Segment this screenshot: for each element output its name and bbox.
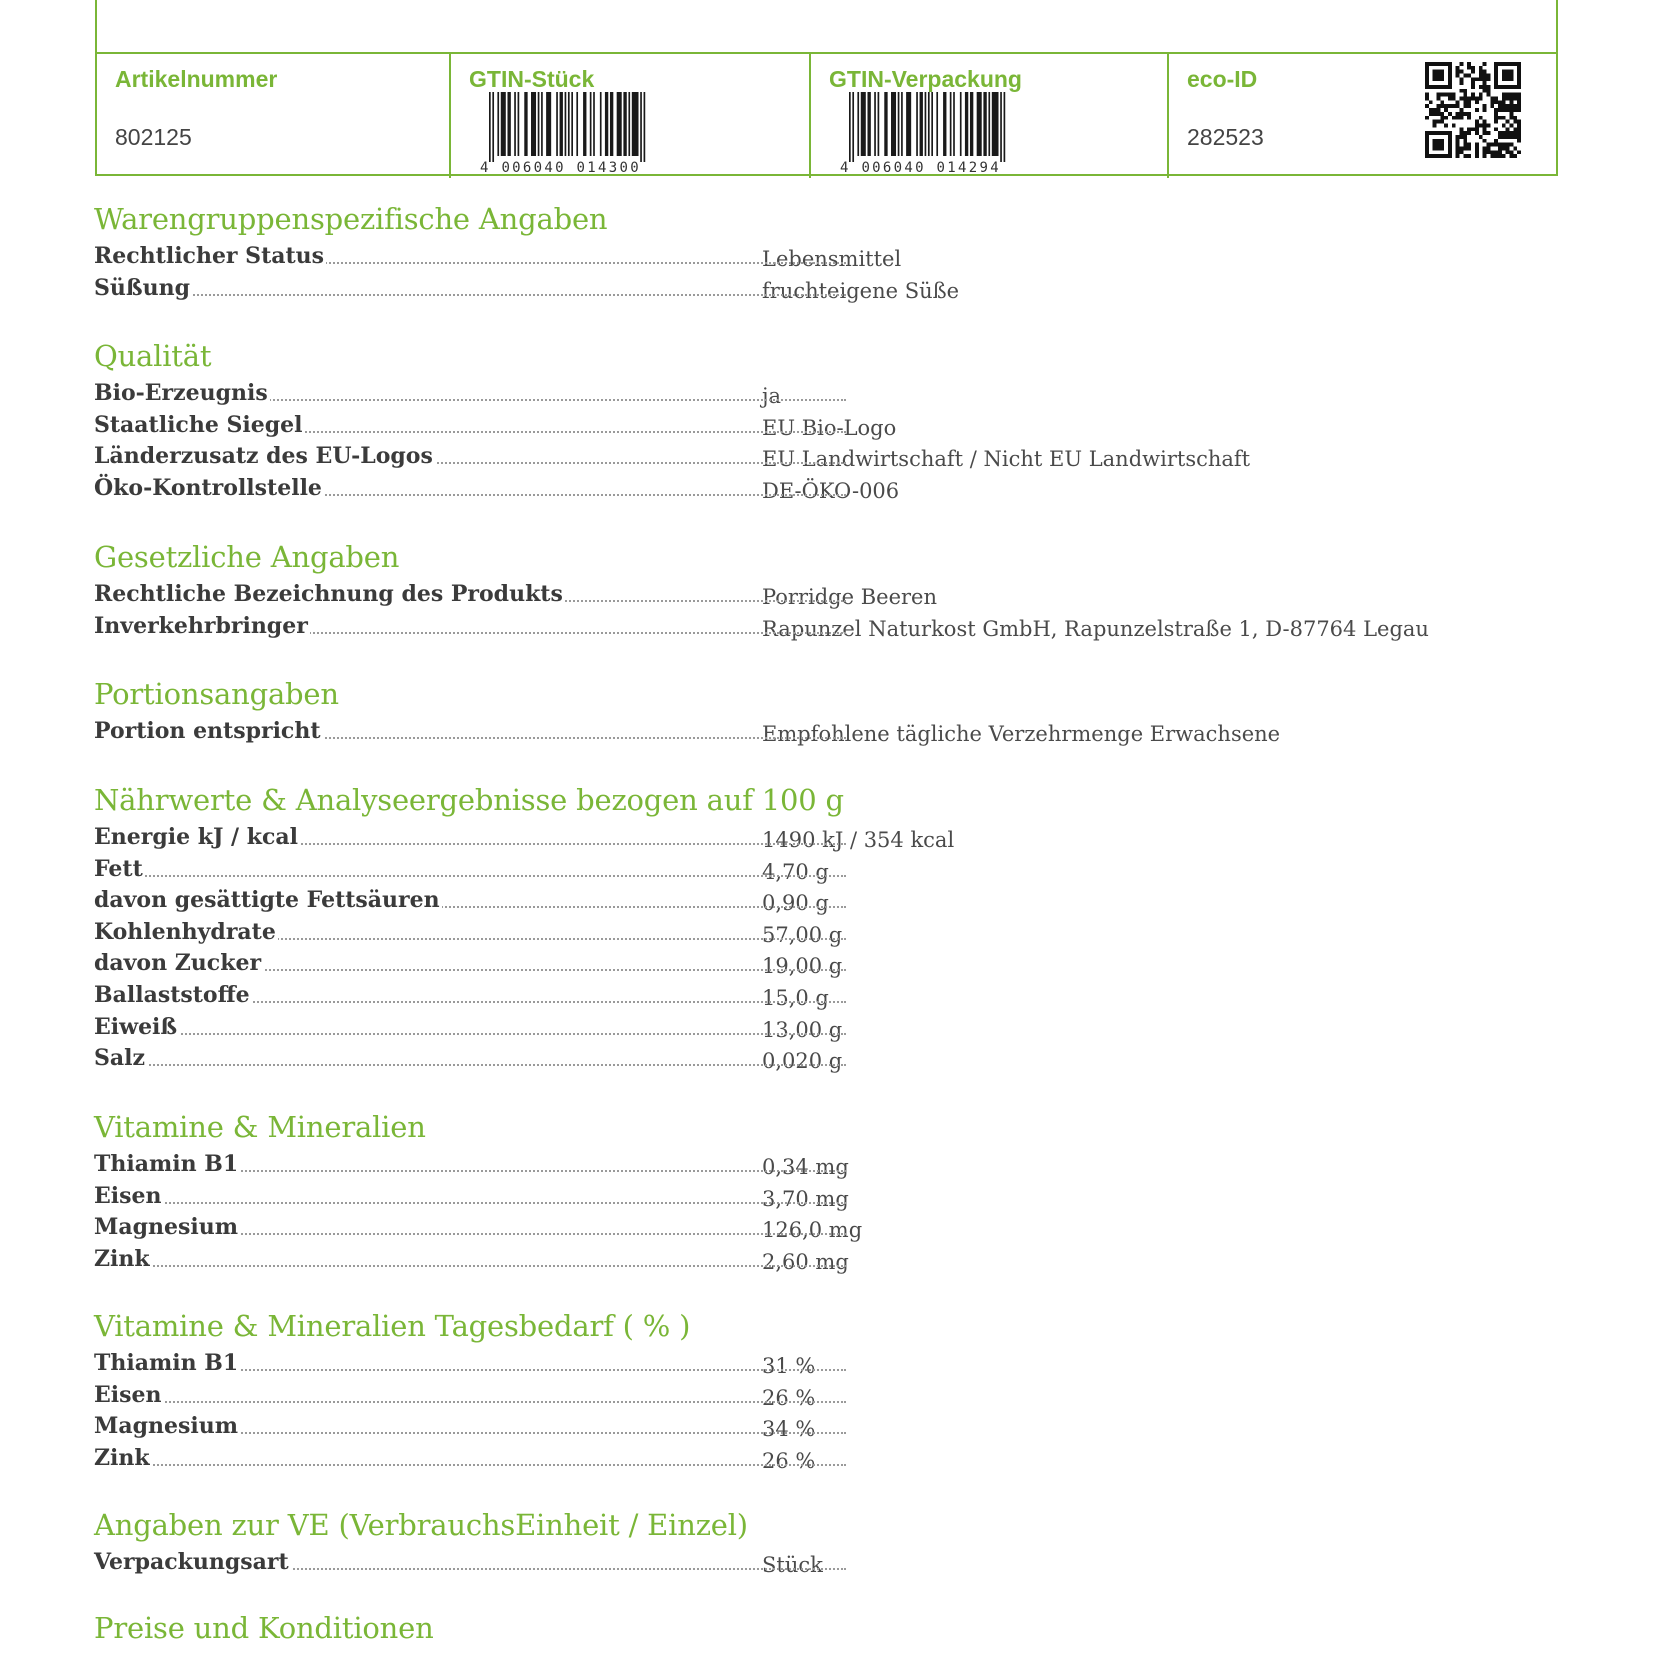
barcode-bar bbox=[546, 92, 551, 156]
spec-row bbox=[94, 1214, 1574, 1246]
section-title-vitamine-mineralien-tagesbedarf: Vitamine & Mineralien Tagesbedarf ( % ) bbox=[94, 1309, 691, 1343]
section-title-preise-und-konditionen: Preise und Konditionen bbox=[94, 1611, 434, 1645]
barcode-bar bbox=[898, 92, 900, 156]
spec-value: 1490 kJ / 354 kcal bbox=[762, 828, 955, 852]
barcode-bar bbox=[538, 92, 540, 156]
barcode-bar bbox=[632, 92, 639, 156]
spec-value: 13,00 g bbox=[762, 1018, 843, 1042]
barcode-bar bbox=[560, 92, 563, 156]
barcode-bar bbox=[928, 92, 930, 156]
barcode-bar bbox=[960, 92, 962, 156]
gtin-verpackung-digits: 4 006040 014294 bbox=[840, 160, 1001, 174]
product-id-row bbox=[97, 52, 1556, 178]
dot-leader bbox=[98, 1401, 846, 1403]
spec-row bbox=[94, 1445, 1574, 1477]
barcode-bar bbox=[988, 92, 990, 156]
eco-id-value: 282523 bbox=[1187, 124, 1264, 150]
spec-label: Rechtliche Bezeichnung des Produkts bbox=[94, 581, 563, 607]
dot-leader bbox=[98, 1033, 846, 1035]
barcode-bar bbox=[644, 92, 646, 162]
barcode-bar bbox=[617, 92, 622, 156]
barcode-bar bbox=[568, 92, 570, 156]
spec-row bbox=[94, 243, 1574, 275]
spec-value: 0,020 g bbox=[762, 1049, 843, 1073]
dot-leader bbox=[98, 1265, 846, 1267]
spec-value: Porridge Beeren bbox=[762, 585, 937, 609]
dot-leader bbox=[98, 294, 846, 296]
barcode-bar bbox=[605, 92, 608, 156]
barcode-bar bbox=[610, 92, 613, 156]
barcode-bar bbox=[583, 92, 586, 156]
spec-value: fruchteigene Süße bbox=[762, 279, 960, 303]
barcode-bar bbox=[849, 92, 851, 162]
barcode-bar bbox=[524, 92, 527, 156]
barcode-bar bbox=[489, 92, 491, 162]
spec-label: Zink bbox=[94, 1246, 150, 1272]
spec-label: Inverkehrbringer bbox=[94, 613, 308, 639]
section-title-warengruppenspezifische-angaben: Warengruppenspezifische Angaben bbox=[94, 202, 608, 236]
barcode-bar bbox=[514, 92, 516, 156]
barcode-bar bbox=[571, 92, 573, 156]
spec-row bbox=[94, 475, 1574, 507]
artikelnummer-cell bbox=[97, 54, 449, 178]
spec-label: Eiweiß bbox=[94, 1014, 178, 1040]
spec-row bbox=[94, 412, 1574, 444]
product-header-box bbox=[95, 0, 1558, 176]
barcode-bar bbox=[943, 92, 946, 156]
spec-row bbox=[94, 1045, 1574, 1077]
barcode-bar bbox=[531, 92, 536, 156]
spec-value: 3,70 mg bbox=[762, 1187, 849, 1211]
spec-value: 26 % bbox=[762, 1449, 816, 1473]
spec-row bbox=[94, 1549, 1574, 1581]
spec-value: 31 % bbox=[762, 1354, 816, 1378]
spec-row bbox=[94, 1350, 1574, 1382]
spec-value: 19,00 g bbox=[762, 954, 843, 978]
gtin-stueck-cell bbox=[449, 54, 811, 178]
spec-label: Staatliche Siegel bbox=[94, 412, 303, 438]
barcode-bar bbox=[501, 92, 506, 156]
spec-value: EU Bio-Logo bbox=[762, 416, 897, 440]
barcode-bar bbox=[623, 92, 626, 156]
spec-value: 4,70 g bbox=[762, 860, 829, 884]
spec-label: Fett bbox=[94, 856, 143, 882]
section-title-portionsangaben: Portionsangaben bbox=[94, 677, 339, 711]
barcode-bar bbox=[541, 92, 543, 156]
artikelnummer-value: 802125 bbox=[115, 124, 192, 150]
spec-row bbox=[94, 718, 1574, 750]
barcode-bar bbox=[916, 92, 918, 156]
gtin-stueck-title: GTIN-Stück bbox=[469, 66, 595, 92]
barcode-bar bbox=[518, 92, 520, 156]
barcode-bar bbox=[925, 92, 927, 156]
spec-value: Lebensmittel bbox=[762, 247, 902, 271]
spec-row bbox=[94, 1413, 1574, 1445]
barcode-bar bbox=[953, 92, 955, 156]
spec-label: Salz bbox=[94, 1045, 145, 1071]
spec-row bbox=[94, 1382, 1574, 1414]
spec-row bbox=[94, 887, 1574, 919]
gtin-verpackung-title: GTIN-Verpackung bbox=[829, 66, 1022, 92]
spec-label: Zink bbox=[94, 1445, 150, 1471]
spec-label: Ballaststoffe bbox=[94, 982, 250, 1008]
spec-row bbox=[94, 1014, 1574, 1046]
section-title-vitamine-mineralien: Vitamine & Mineralien bbox=[94, 1110, 426, 1144]
barcode-bar bbox=[977, 92, 982, 156]
spec-value: Empfohlene tägliche Verzehrmenge Erwachsene bbox=[762, 722, 1281, 746]
dot-leader bbox=[98, 1064, 846, 1066]
spec-label: Länderzusatz des EU-Logos bbox=[94, 443, 433, 469]
section-title-angaben-zur-ve-verbrauchseinheit-einzel: Angaben zur VE (VerbrauchsEinheit / Einzel) bbox=[94, 1508, 748, 1542]
eco-id-cell bbox=[1167, 54, 1558, 178]
spec-value: 0,90 g bbox=[762, 891, 829, 915]
barcode-bar bbox=[891, 92, 896, 156]
section-title-nährwerte-analyseergebnisse-bezogen-auf-100-g: Nährwerte & Analyseergebnisse bezogen auf 100 g bbox=[94, 783, 844, 817]
spec-label: Magnesium bbox=[94, 1413, 238, 1439]
spec-label: Öko-Kontrollstelle bbox=[94, 475, 322, 501]
barcode-bar bbox=[497, 92, 499, 156]
spec-row bbox=[94, 919, 1574, 951]
barcode-bars bbox=[849, 92, 1005, 162]
section-title-gesetzliche-angaben: Gesetzliche Angaben bbox=[94, 540, 400, 574]
barcode-bar bbox=[936, 92, 938, 156]
spec-row bbox=[94, 1151, 1574, 1183]
barcode-bar bbox=[590, 92, 592, 156]
spec-row bbox=[94, 380, 1574, 412]
section-title-qualität: Qualität bbox=[94, 339, 212, 373]
spec-label: Thiamin B1 bbox=[94, 1350, 239, 1376]
barcode-bar bbox=[878, 92, 880, 156]
gtin-verpackung-barcode bbox=[837, 90, 1007, 174]
gtin-stueck-barcode bbox=[477, 90, 647, 174]
spec-value: 15,0 g bbox=[762, 986, 829, 1010]
spec-value: EU Landwirtschaft / Nicht EU Landwirtschaft bbox=[762, 447, 1251, 471]
spec-value: 57,00 g bbox=[762, 923, 843, 947]
qr-code-icon bbox=[1425, 62, 1521, 158]
barcode-bar bbox=[983, 92, 986, 156]
barcode-bar bbox=[992, 92, 999, 156]
barcode-bar bbox=[874, 92, 876, 156]
spec-label: Bio-Erzeugnis bbox=[94, 380, 268, 406]
spec-value: Rapunzel Naturkost GmbH, Rapunzelstraße 1, D-87764 Legau bbox=[762, 617, 1429, 641]
barcode-bar bbox=[1000, 92, 1002, 162]
dot-leader bbox=[98, 1202, 846, 1204]
spec-label: Eisen bbox=[94, 1183, 162, 1209]
barcode-bar bbox=[628, 92, 630, 156]
barcode-bar bbox=[640, 92, 642, 162]
artikelnummer-title: Artikelnummer bbox=[115, 66, 278, 92]
gtin-stueck-digits: 4 006040 014300 bbox=[480, 160, 641, 174]
barcode-bar bbox=[593, 92, 595, 156]
barcode-bar bbox=[507, 92, 510, 156]
barcode-bar bbox=[576, 92, 578, 156]
barcode-bar bbox=[861, 92, 866, 156]
spec-value: 26 % bbox=[762, 1386, 816, 1410]
spec-row bbox=[94, 950, 1574, 982]
spec-row bbox=[94, 824, 1574, 856]
spec-value: DE-ÖKO-006 bbox=[762, 479, 900, 503]
barcode-bar bbox=[931, 92, 933, 156]
barcode-bar bbox=[857, 92, 859, 156]
barcode-bar bbox=[906, 92, 911, 156]
barcode-bar bbox=[884, 92, 887, 156]
dot-leader bbox=[98, 1464, 846, 1466]
spec-row bbox=[94, 613, 1574, 645]
barcode-bar bbox=[901, 92, 903, 156]
barcode-bar bbox=[1004, 92, 1006, 162]
barcode-bar bbox=[565, 92, 567, 156]
spec-row bbox=[94, 275, 1574, 307]
dot-leader bbox=[98, 875, 846, 877]
barcode-bar bbox=[920, 92, 923, 156]
spec-label: Portion entspricht bbox=[94, 718, 321, 744]
barcode-bar bbox=[867, 92, 870, 156]
spec-row bbox=[94, 1246, 1574, 1278]
spec-row bbox=[94, 443, 1574, 475]
spec-label: Magnesium bbox=[94, 1214, 238, 1240]
spec-row bbox=[94, 982, 1574, 1014]
spec-value: ja bbox=[762, 384, 782, 408]
spec-label: Energie kJ / kcal bbox=[94, 824, 299, 850]
spec-label: Verpackungsart bbox=[94, 1549, 289, 1575]
spec-value: Stück bbox=[762, 1553, 823, 1577]
spec-row bbox=[94, 856, 1574, 888]
spec-label: Thiamin B1 bbox=[94, 1151, 239, 1177]
spec-value: 2,60 mg bbox=[762, 1250, 849, 1274]
spec-label: Eisen bbox=[94, 1382, 162, 1408]
spec-value: 0,34 mg bbox=[762, 1155, 849, 1179]
barcode-bar bbox=[852, 92, 854, 162]
barcode-bar bbox=[556, 92, 558, 156]
barcode-bar bbox=[965, 92, 968, 156]
spec-row bbox=[94, 581, 1574, 613]
spec-label: Rechtlicher Status bbox=[94, 243, 325, 269]
spec-label: Süßung bbox=[94, 275, 190, 301]
spec-value: 126,0 mg bbox=[762, 1218, 863, 1242]
barcode-bars bbox=[489, 92, 645, 162]
spec-value: 34 % bbox=[762, 1417, 816, 1441]
barcode-bar bbox=[950, 92, 952, 156]
eco-id-title: eco-ID bbox=[1187, 66, 1258, 92]
spec-label: davon gesättigte Fettsäuren bbox=[94, 887, 440, 913]
barcode-bar bbox=[970, 92, 973, 156]
barcode-bar bbox=[600, 92, 602, 156]
spec-label: davon Zucker bbox=[94, 950, 262, 976]
spec-label: Kohlenhydrate bbox=[94, 919, 276, 945]
spec-row bbox=[94, 1183, 1574, 1215]
gtin-verpackung-cell bbox=[809, 54, 1169, 178]
barcode-bar bbox=[492, 92, 494, 162]
